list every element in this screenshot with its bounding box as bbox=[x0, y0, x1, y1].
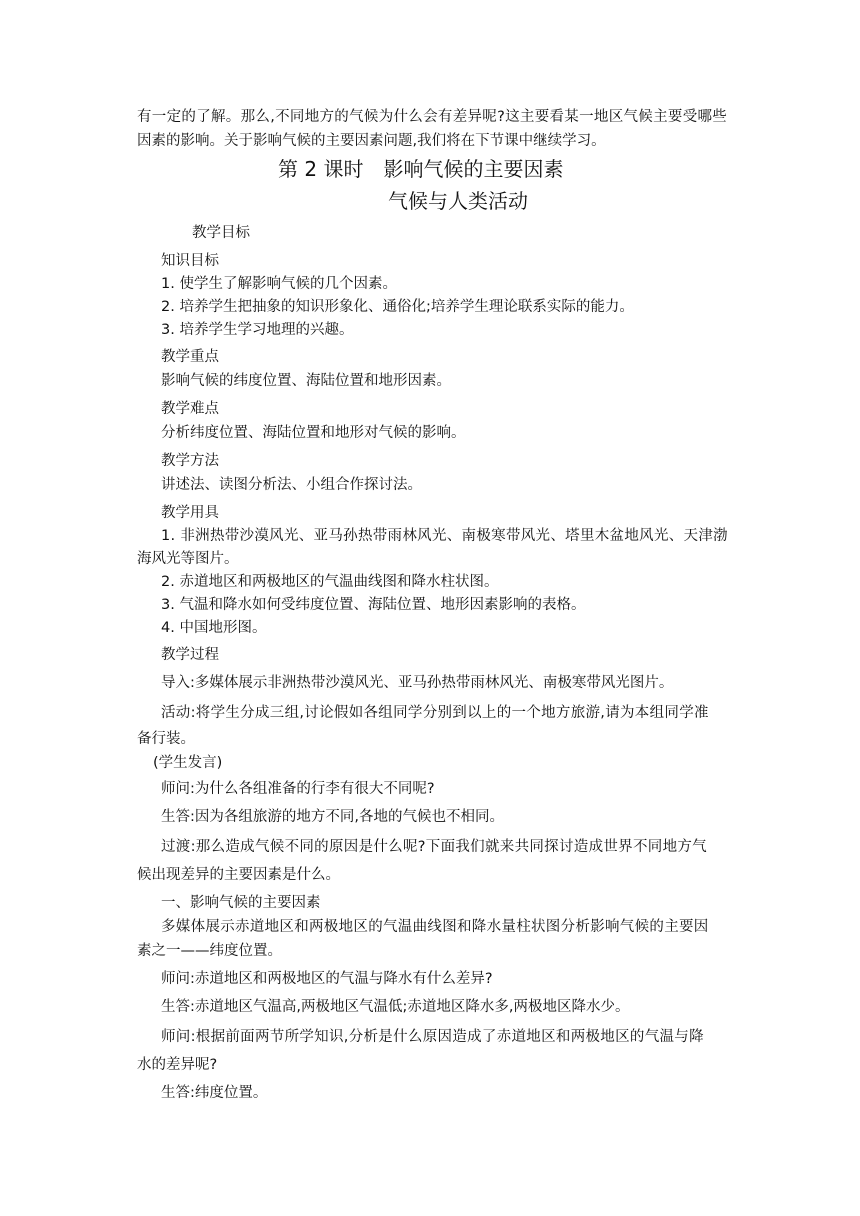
goals-heading: 教学目标 bbox=[192, 225, 250, 241]
key-points-heading: 教学重点 bbox=[161, 349, 219, 365]
difficulties-heading: 教学难点 bbox=[161, 401, 219, 417]
process-media-line-1: 多媒体展示赤道地区和两极地区的气温曲线图和降水量柱状图分析影响气候的主要因 bbox=[161, 919, 709, 935]
section-1-heading: 一、影响气候的主要因素 bbox=[161, 895, 321, 911]
process-student-speech: (学生发言) bbox=[153, 755, 223, 771]
tools-item-1-line-1: 1. 非洲热带沙漠风光、亚马孙热带雨林风光、南极寒带风光、塔里木盆地风光、天津渤 bbox=[161, 528, 728, 544]
tools-item-4: 4. 中国地形图。 bbox=[161, 620, 267, 636]
intro-line-1: 有一定的了解。那么,不同地方的气候为什么会有差异呢?这主要看某一地区气候主要受哪些 bbox=[137, 109, 728, 125]
tools-item-2: 2. 赤道地区和两极地区的气温曲线图和降水柱状图。 bbox=[161, 574, 499, 590]
key-points-text: 影响气候的纬度位置、海陆位置和地形因素。 bbox=[161, 373, 451, 389]
intro-line-2: 因素的影响。关于影响气候的主要因素问题,我们将在下节课中继续学习。 bbox=[137, 133, 606, 149]
methods-heading: 教学方法 bbox=[161, 453, 219, 469]
tools-item-1-line-2: 海风光等图片。 bbox=[137, 551, 239, 567]
knowledge-item-3: 3. 培养学生学习地理的兴趣。 bbox=[161, 322, 354, 338]
knowledge-heading: 知识目标 bbox=[161, 253, 219, 269]
process-activity-line-1: 活动:将学生分成三组,讨论假如各组同学分别到以上的一个地方旅游,请为本组同学准 bbox=[161, 705, 709, 721]
difficulties-text: 分析纬度位置、海陆位置和地形对气候的影响。 bbox=[161, 425, 466, 441]
process-media-line-2: 素之一——纬度位置。 bbox=[137, 943, 282, 959]
knowledge-item-2: 2. 培养学生把抽象的知识形象化、通俗化;培养学生理论联系实际的能力。 bbox=[161, 299, 634, 315]
process-answer-1: 生答:因为各组旅游的地方不同,各地的气候也不相同。 bbox=[161, 809, 504, 825]
process-question-3-line-1: 师问:根据前面两节所学知识,分析是什么原因造成了赤道地区和两极地区的气温与降 bbox=[161, 1029, 704, 1045]
process-question-2: 师问:赤道地区和两极地区的气温与降水有什么差异? bbox=[161, 971, 493, 987]
lesson-subtitle: 气候与人类活动 bbox=[388, 189, 528, 213]
lesson-title: 第 2 课时 影响气候的主要因素 bbox=[278, 157, 564, 181]
process-heading: 教学过程 bbox=[161, 647, 219, 663]
process-question-3-line-2: 水的差异呢? bbox=[137, 1057, 218, 1073]
process-answer-2: 生答:赤道地区气温高,两极地区气温低;赤道地区降水多,两极地区降水少。 bbox=[161, 999, 630, 1015]
process-answer-3: 生答:纬度位置。 bbox=[161, 1085, 268, 1101]
process-activity-line-2: 备行装。 bbox=[137, 731, 195, 747]
knowledge-item-1: 1. 使学生了解影响气候的几个因素。 bbox=[161, 276, 397, 292]
tools-heading: 教学用具 bbox=[161, 505, 219, 521]
process-import: 导入:多媒体展示非洲热带沙漠风光、亚马孙热带雨林风光、南极寒带风光图片。 bbox=[161, 675, 674, 691]
methods-text: 讲述法、读图分析法、小组合作探讨法。 bbox=[161, 477, 422, 493]
process-transition-line-2: 候出现差异的主要因素是什么。 bbox=[137, 867, 340, 883]
process-transition-line-1: 过渡:那么造成气候不同的原因是什么呢?下面我们就来共同探讨造成世界不同地方气 bbox=[161, 839, 707, 855]
process-question-1: 师问:为什么各组准备的行李有很大不同呢? bbox=[161, 781, 435, 797]
tools-item-3: 3. 气温和降水如何受纬度位置、海陆位置、地形因素影响的表格。 bbox=[161, 597, 586, 613]
